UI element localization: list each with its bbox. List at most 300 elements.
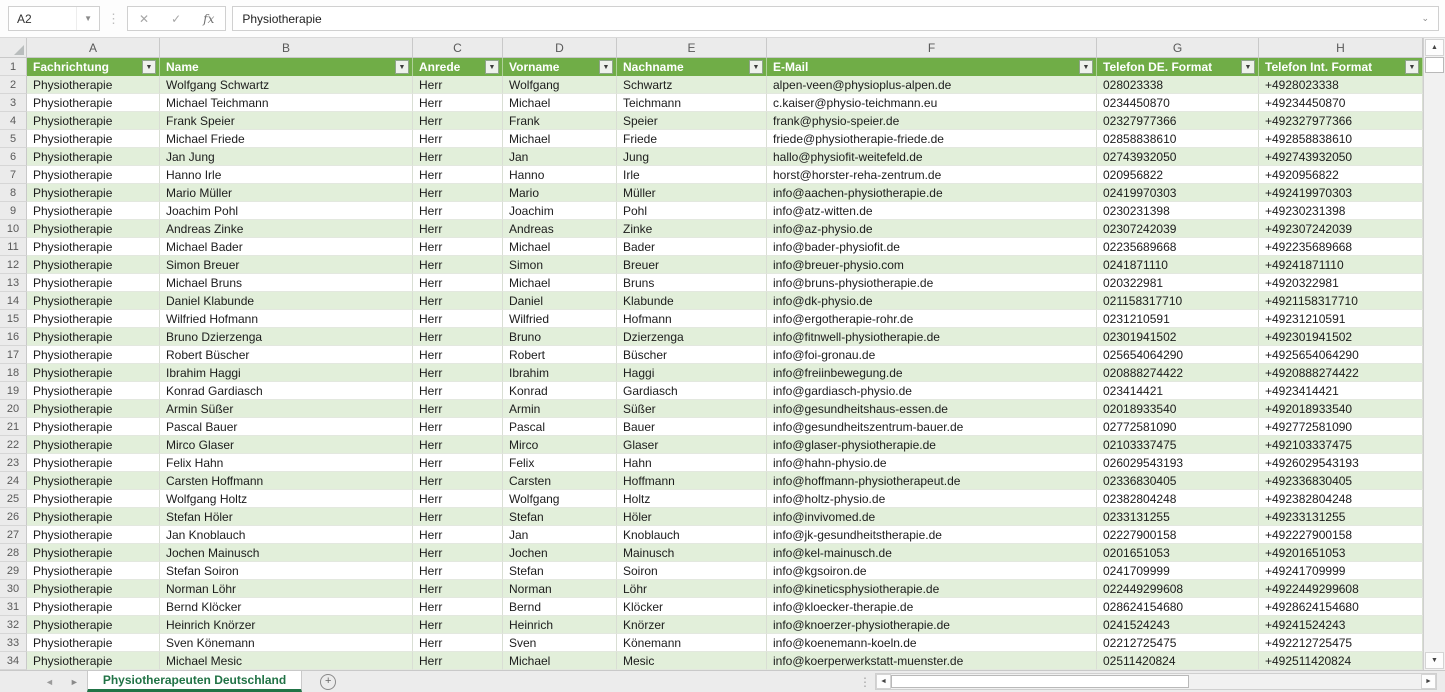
cell[interactable]: Müller bbox=[617, 184, 767, 202]
filter-dropdown-icon[interactable]: ▼ bbox=[1241, 60, 1255, 74]
row-number[interactable]: 29 bbox=[0, 562, 27, 580]
cell[interactable]: 0233131255 bbox=[1097, 508, 1259, 526]
cell[interactable]: Herr bbox=[413, 220, 503, 238]
cell[interactable]: info@gardiasch-physio.de bbox=[767, 382, 1097, 400]
cell[interactable]: Physiotherapie bbox=[27, 256, 160, 274]
cell[interactable]: 0201651053 bbox=[1097, 544, 1259, 562]
cell[interactable]: info@gesundheitszentrum-bauer.de bbox=[767, 418, 1097, 436]
cell[interactable]: Herr bbox=[413, 508, 503, 526]
cell[interactable]: Herr bbox=[413, 526, 503, 544]
cancel-icon[interactable]: ✕ bbox=[139, 11, 150, 26]
cell[interactable]: info@jk-gesundheitstherapie.de bbox=[767, 526, 1097, 544]
cell[interactable]: +49231210591 bbox=[1259, 310, 1423, 328]
cell[interactable]: Herr bbox=[413, 634, 503, 652]
cell[interactable]: Knoblauch bbox=[617, 526, 767, 544]
cell[interactable]: Herr bbox=[413, 94, 503, 112]
cell[interactable]: info@ergotherapie-rohr.de bbox=[767, 310, 1097, 328]
cell[interactable]: +4920888274422 bbox=[1259, 364, 1423, 382]
filter-dropdown-icon[interactable]: ▼ bbox=[485, 60, 499, 74]
cell[interactable]: +492336830405 bbox=[1259, 472, 1423, 490]
cell[interactable]: Hanno bbox=[503, 166, 617, 184]
cell[interactable]: info@fitnwell-physiotherapie.de bbox=[767, 328, 1097, 346]
cell[interactable]: 0241871110 bbox=[1097, 256, 1259, 274]
cell[interactable]: Schwartz bbox=[617, 76, 767, 94]
cell[interactable]: alpen-veen@physioplus-alpen.de bbox=[767, 76, 1097, 94]
cell[interactable]: Herr bbox=[413, 544, 503, 562]
cell[interactable]: Mainusch bbox=[617, 544, 767, 562]
cell[interactable]: +492103337475 bbox=[1259, 436, 1423, 454]
cell[interactable]: +492419970303 bbox=[1259, 184, 1423, 202]
insert-function-icon[interactable]: fx bbox=[203, 11, 215, 26]
cell[interactable]: +4928624154680 bbox=[1259, 598, 1423, 616]
cell[interactable]: info@kineticsphysiotherapie.de bbox=[767, 580, 1097, 598]
cell[interactable]: Michael bbox=[503, 238, 617, 256]
cell[interactable]: Physiotherapie bbox=[27, 418, 160, 436]
cell[interactable]: Physiotherapie bbox=[27, 76, 160, 94]
cell[interactable]: Felix bbox=[503, 454, 617, 472]
cell[interactable]: Jochen Mainusch bbox=[160, 544, 413, 562]
cell[interactable]: +49241709999 bbox=[1259, 562, 1423, 580]
cell[interactable]: Bernd Klöcker bbox=[160, 598, 413, 616]
cell[interactable]: Physiotherapie bbox=[27, 652, 160, 670]
cell[interactable]: 02511420824 bbox=[1097, 652, 1259, 670]
row-number[interactable]: 13 bbox=[0, 274, 27, 292]
horizontal-scrollbar-thumb[interactable] bbox=[891, 675, 1189, 688]
cell[interactable]: +4921158317710 bbox=[1259, 292, 1423, 310]
cell[interactable]: Physiotherapie bbox=[27, 598, 160, 616]
row-number[interactable]: 16 bbox=[0, 328, 27, 346]
name-box[interactable] bbox=[8, 6, 100, 31]
cell[interactable]: 02103337475 bbox=[1097, 436, 1259, 454]
cell[interactable]: Sven bbox=[503, 634, 617, 652]
cell[interactable]: Herr bbox=[413, 310, 503, 328]
cell[interactable]: info@atz-witten.de bbox=[767, 202, 1097, 220]
cell[interactable]: Jochen bbox=[503, 544, 617, 562]
cell[interactable]: Knörzer bbox=[617, 616, 767, 634]
cell[interactable]: +49233131255 bbox=[1259, 508, 1423, 526]
prev-sheet-icon[interactable]: ◄ bbox=[45, 676, 54, 687]
cell[interactable]: Zinke bbox=[617, 220, 767, 238]
cell[interactable]: Glaser bbox=[617, 436, 767, 454]
cell[interactable]: 022449299608 bbox=[1097, 580, 1259, 598]
row-number[interactable]: 11 bbox=[0, 238, 27, 256]
cell[interactable]: 0234450870 bbox=[1097, 94, 1259, 112]
cell[interactable]: Physiotherapie bbox=[27, 238, 160, 256]
row-number[interactable]: 24 bbox=[0, 472, 27, 490]
cell[interactable]: 02382804248 bbox=[1097, 490, 1259, 508]
cell[interactable]: 02772581090 bbox=[1097, 418, 1259, 436]
cell[interactable]: Könemann bbox=[617, 634, 767, 652]
cell[interactable]: Heinrich Knörzer bbox=[160, 616, 413, 634]
cell[interactable]: Pascal Bauer bbox=[160, 418, 413, 436]
cell[interactable]: Joachim Pohl bbox=[160, 202, 413, 220]
row-number[interactable]: 15 bbox=[0, 310, 27, 328]
cell[interactable]: Pohl bbox=[617, 202, 767, 220]
cell[interactable]: Herr bbox=[413, 274, 503, 292]
column-header[interactable] bbox=[27, 58, 160, 76]
cell[interactable]: Daniel Klabunde bbox=[160, 292, 413, 310]
cell[interactable]: +492018933540 bbox=[1259, 400, 1423, 418]
cell[interactable]: Michael bbox=[503, 130, 617, 148]
cell[interactable]: 020322981 bbox=[1097, 274, 1259, 292]
cell[interactable]: Jan Jung bbox=[160, 148, 413, 166]
cell[interactable]: Physiotherapie bbox=[27, 400, 160, 418]
cell[interactable]: Hahn bbox=[617, 454, 767, 472]
cell[interactable]: Wolfgang bbox=[503, 490, 617, 508]
cell[interactable]: Physiotherapie bbox=[27, 454, 160, 472]
cell[interactable]: info@dk-physio.de bbox=[767, 292, 1097, 310]
cell[interactable]: Armin bbox=[503, 400, 617, 418]
cell[interactable]: 02743932050 bbox=[1097, 148, 1259, 166]
cell[interactable]: Herr bbox=[413, 148, 503, 166]
row-number[interactable]: 27 bbox=[0, 526, 27, 544]
cell[interactable]: +49230231398 bbox=[1259, 202, 1423, 220]
cell[interactable]: info@koenemann-koeln.de bbox=[767, 634, 1097, 652]
cell[interactable]: Hanno Irle bbox=[160, 166, 413, 184]
filter-dropdown-icon[interactable]: ▼ bbox=[142, 60, 156, 74]
cell[interactable]: Wilfried bbox=[503, 310, 617, 328]
cell[interactable]: Herr bbox=[413, 472, 503, 490]
cell[interactable]: Klabunde bbox=[617, 292, 767, 310]
cell[interactable]: 02018933540 bbox=[1097, 400, 1259, 418]
scroll-down-icon[interactable]: ▼ bbox=[1425, 652, 1444, 669]
cell[interactable]: Haggi bbox=[617, 364, 767, 382]
cell[interactable]: Wolfgang Schwartz bbox=[160, 76, 413, 94]
cell[interactable]: Klöcker bbox=[617, 598, 767, 616]
cell[interactable]: 025654064290 bbox=[1097, 346, 1259, 364]
cell[interactable]: Herr bbox=[413, 238, 503, 256]
cell[interactable]: Herr bbox=[413, 202, 503, 220]
cell[interactable]: Konrad bbox=[503, 382, 617, 400]
cell[interactable]: Physiotherapie bbox=[27, 346, 160, 364]
cell[interactable]: Physiotherapie bbox=[27, 562, 160, 580]
cell[interactable]: 02227900158 bbox=[1097, 526, 1259, 544]
cell[interactable]: 0241709999 bbox=[1097, 562, 1259, 580]
filter-dropdown-icon[interactable]: ▼ bbox=[1079, 60, 1093, 74]
row-number[interactable]: 23 bbox=[0, 454, 27, 472]
name-box-chevron-icon[interactable]: ▼ bbox=[76, 7, 99, 30]
column-header[interactable] bbox=[160, 58, 413, 76]
row-number[interactable]: 19 bbox=[0, 382, 27, 400]
cell[interactable]: Süßer bbox=[617, 400, 767, 418]
cell[interactable]: Stefan bbox=[503, 562, 617, 580]
cell[interactable]: Herr bbox=[413, 76, 503, 94]
cell[interactable]: Physiotherapie bbox=[27, 184, 160, 202]
cell[interactable]: Herr bbox=[413, 490, 503, 508]
cell[interactable]: Jan bbox=[503, 148, 617, 166]
cell[interactable]: Herr bbox=[413, 256, 503, 274]
cell[interactable]: Teichmann bbox=[617, 94, 767, 112]
scrollbar-resize-handle-icon[interactable]: ⋮ bbox=[859, 674, 871, 689]
cell[interactable]: Physiotherapie bbox=[27, 94, 160, 112]
cell[interactable]: Bruno bbox=[503, 328, 617, 346]
cell[interactable]: 02336830405 bbox=[1097, 472, 1259, 490]
cell[interactable]: Jan bbox=[503, 526, 617, 544]
cell[interactable]: Robert bbox=[503, 346, 617, 364]
cell[interactable]: +4922449299608 bbox=[1259, 580, 1423, 598]
column-header[interactable] bbox=[1259, 58, 1423, 76]
cell[interactable]: Breuer bbox=[617, 256, 767, 274]
row-number[interactable]: 25 bbox=[0, 490, 27, 508]
cell[interactable]: Höler bbox=[617, 508, 767, 526]
cell[interactable]: Physiotherapie bbox=[27, 616, 160, 634]
cell[interactable]: Konrad Gardiasch bbox=[160, 382, 413, 400]
cell[interactable]: +4925654064290 bbox=[1259, 346, 1423, 364]
cell[interactable]: Mario bbox=[503, 184, 617, 202]
cell[interactable]: info@foi-gronau.de bbox=[767, 346, 1097, 364]
row-number[interactable]: 21 bbox=[0, 418, 27, 436]
cell[interactable]: Felix Hahn bbox=[160, 454, 413, 472]
cell[interactable]: Bruns bbox=[617, 274, 767, 292]
cell[interactable]: Simon Breuer bbox=[160, 256, 413, 274]
cell[interactable]: horst@horster-reha-zentrum.de bbox=[767, 166, 1097, 184]
row-number[interactable]: 18 bbox=[0, 364, 27, 382]
cell[interactable]: Physiotherapie bbox=[27, 220, 160, 238]
cell[interactable]: +4920956822 bbox=[1259, 166, 1423, 184]
cell[interactable]: Hoffmann bbox=[617, 472, 767, 490]
cell[interactable]: Herr bbox=[413, 382, 503, 400]
cell[interactable]: 020956822 bbox=[1097, 166, 1259, 184]
cell[interactable]: Mesic bbox=[617, 652, 767, 670]
cell[interactable]: info@bruns-physiotherapie.de bbox=[767, 274, 1097, 292]
cell[interactable]: +49201651053 bbox=[1259, 544, 1423, 562]
cell[interactable]: Physiotherapie bbox=[27, 292, 160, 310]
cell[interactable]: Speier bbox=[617, 112, 767, 130]
next-sheet-icon[interactable]: ► bbox=[69, 676, 79, 687]
cell[interactable]: Sven Könemann bbox=[160, 634, 413, 652]
cell[interactable]: 020888274422 bbox=[1097, 364, 1259, 382]
cell[interactable]: Bauer bbox=[617, 418, 767, 436]
cell[interactable]: Physiotherapie bbox=[27, 580, 160, 598]
cell[interactable]: Wolfgang bbox=[503, 76, 617, 94]
cell[interactable]: 0241524243 bbox=[1097, 616, 1259, 634]
cell[interactable]: info@holtz-physio.de bbox=[767, 490, 1097, 508]
cell[interactable]: Andreas bbox=[503, 220, 617, 238]
cell[interactable]: info@gesundheitshaus-essen.de bbox=[767, 400, 1097, 418]
cell[interactable]: Michael bbox=[503, 652, 617, 670]
cell[interactable]: Herr bbox=[413, 400, 503, 418]
cell[interactable]: Michael Mesic bbox=[160, 652, 413, 670]
cell[interactable]: Physiotherapie bbox=[27, 112, 160, 130]
row-number[interactable]: 3 bbox=[0, 94, 27, 112]
cell[interactable]: Ibrahim Haggi bbox=[160, 364, 413, 382]
cell[interactable]: c.kaiser@physio-teichmann.eu bbox=[767, 94, 1097, 112]
cell[interactable]: +492858838610 bbox=[1259, 130, 1423, 148]
cell[interactable]: +49241871110 bbox=[1259, 256, 1423, 274]
cell[interactable]: Friede bbox=[617, 130, 767, 148]
cell[interactable]: +492743932050 bbox=[1259, 148, 1423, 166]
cell[interactable]: Norman Löhr bbox=[160, 580, 413, 598]
cell[interactable]: Michael bbox=[503, 94, 617, 112]
cell[interactable]: Norman bbox=[503, 580, 617, 598]
cell[interactable]: Physiotherapie bbox=[27, 544, 160, 562]
cell[interactable]: Stefan Höler bbox=[160, 508, 413, 526]
cell[interactable]: Physiotherapie bbox=[27, 130, 160, 148]
cell[interactable]: Wilfried Hofmann bbox=[160, 310, 413, 328]
cell[interactable]: 023414421 bbox=[1097, 382, 1259, 400]
cell[interactable]: Herr bbox=[413, 652, 503, 670]
enter-icon[interactable]: ✓ bbox=[171, 11, 182, 26]
row-number[interactable]: 28 bbox=[0, 544, 27, 562]
cell[interactable]: Physiotherapie bbox=[27, 148, 160, 166]
row-number[interactable]: 1 bbox=[0, 58, 27, 76]
cell[interactable]: info@knoerzer-physiotherapie.de bbox=[767, 616, 1097, 634]
add-sheet-button[interactable] bbox=[320, 674, 336, 690]
cell[interactable]: 0230231398 bbox=[1097, 202, 1259, 220]
cell[interactable]: info@koerperwerkstatt-muenster.de bbox=[767, 652, 1097, 670]
cell[interactable]: Soiron bbox=[617, 562, 767, 580]
cell[interactable]: hallo@physiofit-weitefeld.de bbox=[767, 148, 1097, 166]
cell[interactable]: Herr bbox=[413, 436, 503, 454]
cell[interactable]: Physiotherapie bbox=[27, 202, 160, 220]
horizontal-scrollbar-track[interactable] bbox=[1189, 674, 1421, 689]
cell[interactable]: Andreas Zinke bbox=[160, 220, 413, 238]
column-header[interactable] bbox=[413, 58, 503, 76]
cell[interactable]: info@hoffmann-physiotherapeut.de bbox=[767, 472, 1097, 490]
cell[interactable]: Pascal bbox=[503, 418, 617, 436]
cell[interactable]: Simon bbox=[503, 256, 617, 274]
cell[interactable]: 028624154680 bbox=[1097, 598, 1259, 616]
cell[interactable]: Ibrahim bbox=[503, 364, 617, 382]
column-header[interactable] bbox=[503, 58, 617, 76]
cell[interactable]: 026029543193 bbox=[1097, 454, 1259, 472]
scroll-up-icon[interactable]: ▲ bbox=[1425, 39, 1444, 56]
cell[interactable]: Herr bbox=[413, 292, 503, 310]
cell[interactable]: Physiotherapie bbox=[27, 634, 160, 652]
cell[interactable]: Jung bbox=[617, 148, 767, 166]
cell[interactable]: Physiotherapie bbox=[27, 310, 160, 328]
row-number[interactable]: 17 bbox=[0, 346, 27, 364]
cell[interactable]: Bernd bbox=[503, 598, 617, 616]
cell[interactable]: info@glaser-physiotherapie.de bbox=[767, 436, 1097, 454]
row-number[interactable]: 7 bbox=[0, 166, 27, 184]
cell[interactable]: 02858838610 bbox=[1097, 130, 1259, 148]
cell[interactable]: Physiotherapie bbox=[27, 490, 160, 508]
column-header[interactable] bbox=[617, 58, 767, 76]
column-letter-E[interactable]: E bbox=[617, 38, 767, 58]
cell[interactable]: info@kloecker-therapie.de bbox=[767, 598, 1097, 616]
cell[interactable]: +492301941502 bbox=[1259, 328, 1423, 346]
cell[interactable]: Mirco bbox=[503, 436, 617, 454]
cell[interactable]: Carsten Hoffmann bbox=[160, 472, 413, 490]
cell[interactable]: 02235689668 bbox=[1097, 238, 1259, 256]
filter-dropdown-icon[interactable]: ▼ bbox=[1405, 60, 1419, 74]
cell[interactable]: Herr bbox=[413, 454, 503, 472]
cell[interactable]: Physiotherapie bbox=[27, 472, 160, 490]
cell[interactable]: Gardiasch bbox=[617, 382, 767, 400]
cell[interactable]: +492327977366 bbox=[1259, 112, 1423, 130]
cell[interactable]: Mirco Glaser bbox=[160, 436, 413, 454]
cell[interactable]: Michael Friede bbox=[160, 130, 413, 148]
cell[interactable]: Mario Müller bbox=[160, 184, 413, 202]
cell[interactable]: Dzierzenga bbox=[617, 328, 767, 346]
filter-dropdown-icon[interactable]: ▼ bbox=[749, 60, 763, 74]
cell[interactable]: +4920322981 bbox=[1259, 274, 1423, 292]
cell[interactable]: +492227900158 bbox=[1259, 526, 1423, 544]
cell[interactable]: 0231210591 bbox=[1097, 310, 1259, 328]
cell[interactable]: info@aachen-physiotherapie.de bbox=[767, 184, 1097, 202]
row-number[interactable]: 2 bbox=[0, 76, 27, 94]
cell[interactable]: Hofmann bbox=[617, 310, 767, 328]
cell[interactable]: Herr bbox=[413, 130, 503, 148]
cell[interactable]: Herr bbox=[413, 580, 503, 598]
cell[interactable]: Joachim bbox=[503, 202, 617, 220]
cell[interactable]: Stefan Soiron bbox=[160, 562, 413, 580]
vertical-scrollbar-track[interactable] bbox=[1424, 73, 1445, 651]
cell[interactable]: 028023338 bbox=[1097, 76, 1259, 94]
cell[interactable]: +4923414421 bbox=[1259, 382, 1423, 400]
cell[interactable]: Herr bbox=[413, 166, 503, 184]
cell[interactable]: Michael Teichmann bbox=[160, 94, 413, 112]
cell[interactable]: Physiotherapie bbox=[27, 364, 160, 382]
cell[interactable]: Büscher bbox=[617, 346, 767, 364]
column-letter-B[interactable]: B bbox=[160, 38, 413, 58]
cell[interactable]: Carsten bbox=[503, 472, 617, 490]
column-letter-A[interactable]: A bbox=[27, 38, 160, 58]
cell[interactable]: Heinrich bbox=[503, 616, 617, 634]
column-letter-G[interactable]: G bbox=[1097, 38, 1259, 58]
cell[interactable]: +492511420824 bbox=[1259, 652, 1423, 670]
filter-dropdown-icon[interactable]: ▼ bbox=[395, 60, 409, 74]
cell[interactable]: info@az-physio.de bbox=[767, 220, 1097, 238]
cell[interactable]: info@hahn-physio.de bbox=[767, 454, 1097, 472]
formula-bar-expand-icon[interactable]: ⌄ bbox=[1421, 13, 1429, 23]
formula-input[interactable] bbox=[232, 6, 1439, 31]
cell[interactable]: Stefan bbox=[503, 508, 617, 526]
vertical-scrollbar-thumb[interactable] bbox=[1425, 57, 1444, 73]
cell[interactable]: Herr bbox=[413, 328, 503, 346]
cell[interactable]: info@kel-mainusch.de bbox=[767, 544, 1097, 562]
row-number[interactable]: 26 bbox=[0, 508, 27, 526]
cell[interactable]: Physiotherapie bbox=[27, 328, 160, 346]
row-number[interactable]: 4 bbox=[0, 112, 27, 130]
cell[interactable]: Löhr bbox=[617, 580, 767, 598]
row-number[interactable]: 31 bbox=[0, 598, 27, 616]
row-number[interactable]: 5 bbox=[0, 130, 27, 148]
column-header[interactable] bbox=[1097, 58, 1259, 76]
cell[interactable]: Wolfgang Holtz bbox=[160, 490, 413, 508]
cell[interactable]: Bruno Dzierzenga bbox=[160, 328, 413, 346]
cell[interactable]: Physiotherapie bbox=[27, 526, 160, 544]
cell[interactable]: +492307242039 bbox=[1259, 220, 1423, 238]
cell[interactable]: +4928023338 bbox=[1259, 76, 1423, 94]
row-number[interactable]: 10 bbox=[0, 220, 27, 238]
cell[interactable]: Robert Büscher bbox=[160, 346, 413, 364]
column-letter-H[interactable]: H bbox=[1259, 38, 1423, 58]
cell[interactable]: Physiotherapie bbox=[27, 436, 160, 454]
sheet-tab-physiotherapeuten-deutschland[interactable] bbox=[87, 671, 302, 692]
cell[interactable]: 02307242039 bbox=[1097, 220, 1259, 238]
cell[interactable]: 02212725475 bbox=[1097, 634, 1259, 652]
cell[interactable]: +492382804248 bbox=[1259, 490, 1423, 508]
scroll-left-icon[interactable]: ◄ bbox=[876, 674, 891, 689]
column-letter-F[interactable]: F bbox=[767, 38, 1097, 58]
cell[interactable]: +492212725475 bbox=[1259, 634, 1423, 652]
cell[interactable]: Herr bbox=[413, 112, 503, 130]
cell[interactable]: +4926029543193 bbox=[1259, 454, 1423, 472]
cell[interactable]: Michael bbox=[503, 274, 617, 292]
cell[interactable]: Herr bbox=[413, 598, 503, 616]
row-number[interactable]: 6 bbox=[0, 148, 27, 166]
cell[interactable]: Jan Knoblauch bbox=[160, 526, 413, 544]
cell[interactable]: Physiotherapie bbox=[27, 166, 160, 184]
cell[interactable]: Physiotherapie bbox=[27, 382, 160, 400]
row-number[interactable]: 32 bbox=[0, 616, 27, 634]
cell[interactable]: friede@physiotherapie-friede.de bbox=[767, 130, 1097, 148]
cell[interactable]: info@breuer-physio.com bbox=[767, 256, 1097, 274]
cell[interactable]: info@kgsoiron.de bbox=[767, 562, 1097, 580]
cell[interactable]: Herr bbox=[413, 184, 503, 202]
